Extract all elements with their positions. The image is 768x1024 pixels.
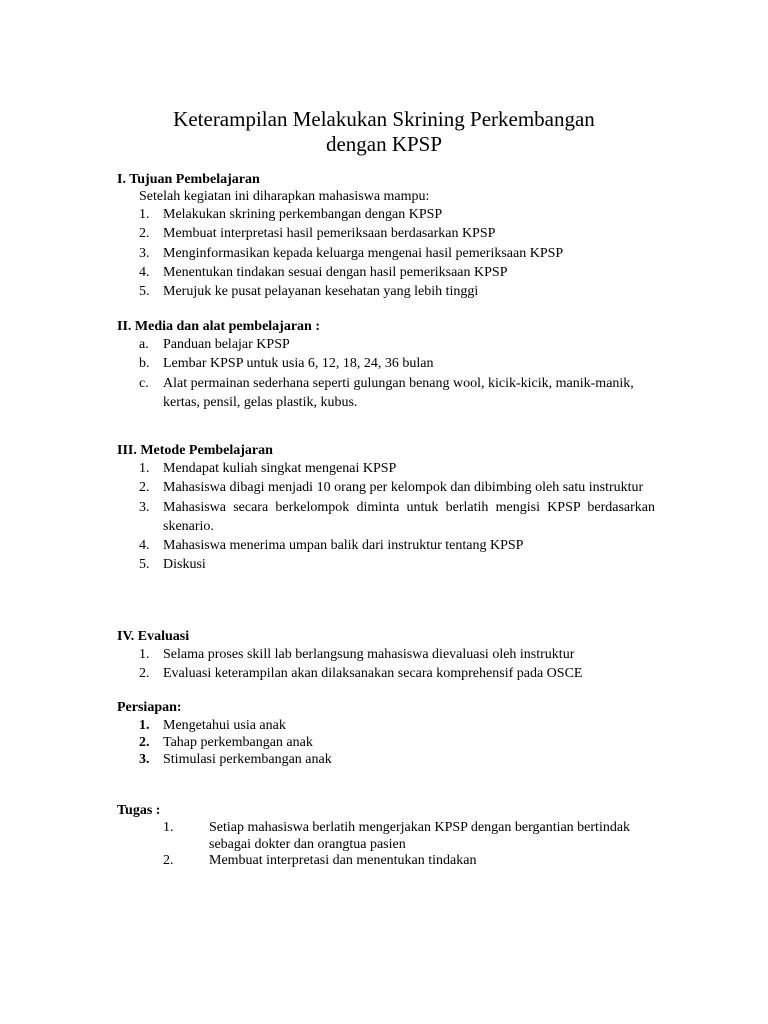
- section-heading-media: II. Media dan alat pembelajaran :: [117, 319, 320, 334]
- list-item: 4. Mahasiswa menerima umpan balik dari instruktur tentang KPSP: [139, 538, 524, 554]
- list-item: 1. Selama proses skill lab berlangsung mahasiswa dievaluasi oleh instruktur: [139, 647, 575, 662]
- list-item: 4. Menentukan tindakan sesuai dengan hasil pemeriksaan KPSP: [139, 264, 508, 280]
- list-item: 2. Tahap perkembangan anak: [139, 735, 313, 750]
- list-item: 2. Mahasiswa dibagi menjadi 10 orang per kelompok dan dibimbing oleh satu instruktur: [139, 480, 644, 496]
- list-evaluasi: [139, 645, 655, 684]
- list-item: 5. Diskusi: [139, 557, 206, 573]
- list-tugas: [163, 820, 633, 870]
- title-line-2: dengan KPSP: [325, 132, 443, 156]
- list-item: 2. Membuat interpretasi hasil pemeriksaan berdasarkan KPSP: [139, 226, 496, 242]
- section-heading-evaluasi: IV. Evaluasi: [117, 629, 190, 644]
- list-media: [139, 335, 647, 412]
- list-item: c. Alat permainan sederhana seperti gulungan benang wool, kicik-kicik, manik-manik, kertas, pensil, gelas plastik, kubus.: [139, 375, 634, 410]
- list-item: a. Panduan belajar KPSP: [139, 337, 290, 352]
- list-item: 1. Setiap mahasiswa berlatih mengerjakan KPSP dengan bergantian bertindak sebagai dokter dan orangtua pasien: [163, 820, 631, 852]
- list-metode: [139, 459, 655, 575]
- section-heading-persiapan: Persiapan:: [117, 700, 182, 715]
- list-item: 1. Mengetahui usia anak: [139, 718, 286, 733]
- list-item: 1. Mendapat kuliah singkat mengenai KPSP: [139, 461, 397, 476]
- title-line-1: Keterampilan Melakukan Skrining Perkembangan: [173, 107, 595, 131]
- list-item: 3. Mahasiswa secara berkelompok diminta untuk berlatih mengisi KPSP berdasarkan skenario.: [139, 499, 655, 534]
- section-heading-metode: III. Metode Pembelajaran: [117, 443, 273, 458]
- list-item: b. Lembar KPSP untuk usia 6, 12, 18, 24, 36 bulan: [139, 356, 434, 372]
- list-item: 2. Evaluasi keterampilan akan dilaksanakan secara komprehensif pada OSCE: [139, 666, 583, 682]
- list-item: 3. Menginformasikan kepada keluarga mengenai hasil pemeriksaan KPSP: [139, 245, 564, 261]
- document-title: [100, 107, 668, 157]
- list-item: 1. Melakukan skrining perkembangan dengan KPSP: [139, 207, 443, 222]
- list-item: 5. Merujuk ke pusat pelayanan kesehatan yang lebih tinggi: [139, 284, 479, 300]
- list-persiapan: [139, 717, 655, 768]
- list-item: 2. Membuat interpretasi dan menentukan tindakan: [163, 853, 477, 868]
- section-heading-tugas: Tugas :: [117, 803, 161, 818]
- section-heading-tujuan: I. Tujuan Pembelajaran: [117, 172, 260, 187]
- list-tujuan: [139, 205, 655, 301]
- list-item: 3. Stimulasi perkembangan anak: [139, 752, 332, 767]
- section-intro-tujuan: Setelah kegiatan ini diharapkan mahasiswa mampu:: [139, 189, 430, 204]
